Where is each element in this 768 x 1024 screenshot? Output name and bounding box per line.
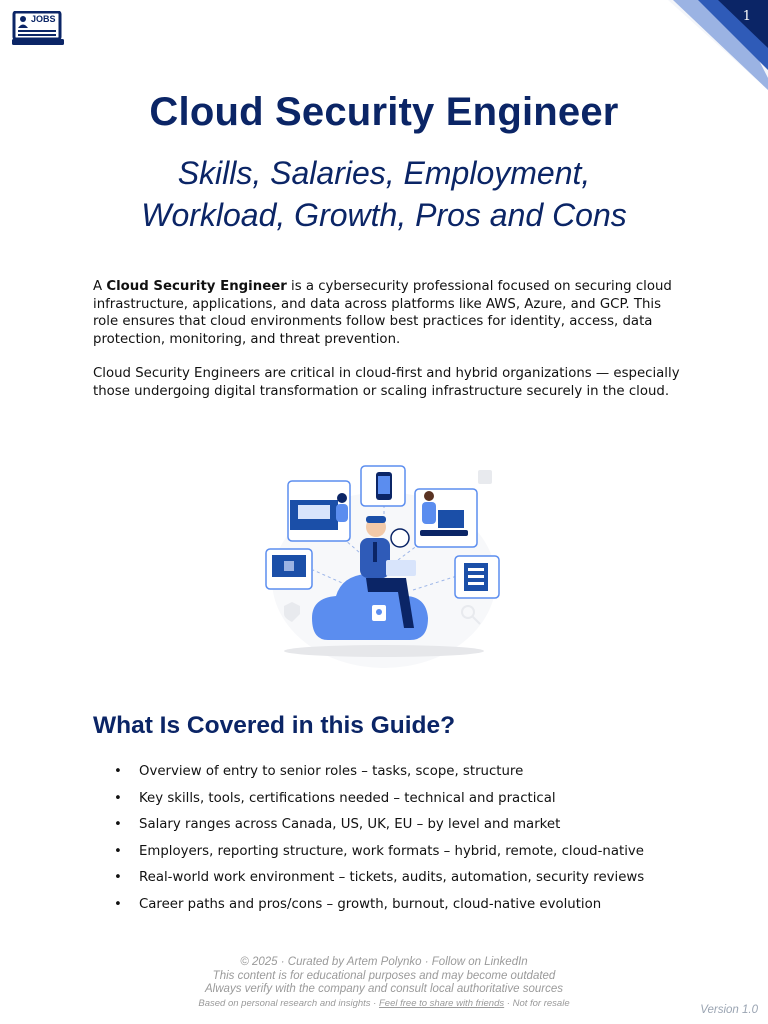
guide-list bbox=[114, 760, 734, 920]
intro-section bbox=[93, 278, 683, 418]
bullet-icon: • bbox=[114, 790, 122, 806]
guide-item bbox=[114, 787, 734, 814]
intro-description: is a cybersecurity professional focused on securing cloud infrastructure, applications, and data across platforms like AWS, Azure, and GCP. This role ensures that cloud environments follow best practices for identity, access, data protection, monitoring, and threat prevention. bbox=[93, 279, 672, 347]
subtitle-line-2: Workload, Growth, Pros and Cons bbox=[141, 197, 627, 233]
bullet-icon: • bbox=[114, 817, 122, 833]
share-link[interactable]: Feel free to share with friends bbox=[378, 998, 505, 1010]
intro-prefix: A bbox=[93, 279, 107, 294]
version-label: Version 1.0 bbox=[700, 1004, 758, 1016]
guide-item-text: Employers, reporting structure, work formats – hybrid, remote, cloud-native bbox=[139, 843, 644, 859]
bullet-icon: • bbox=[114, 843, 122, 859]
bullet-icon: • bbox=[114, 764, 122, 779]
bullet-icon: • bbox=[114, 896, 122, 912]
bullet-icon: • bbox=[114, 870, 122, 886]
guide-heading: What Is Covered in this Guide? bbox=[93, 712, 456, 739]
intro-paragraph-1 bbox=[93, 278, 683, 348]
footer-credit bbox=[0, 956, 768, 970]
guide-item-text: Salary ranges across Canada, US, UK, EU – by level and market bbox=[139, 817, 561, 833]
footer-research-note: Based on personal research and insights · bbox=[198, 998, 379, 1010]
subtitle-line-1: Skills, Salaries, Employment, bbox=[177, 155, 591, 191]
jobs-logo-icon bbox=[12, 11, 64, 46]
logo-text: JOBS bbox=[31, 14, 56, 24]
page-footer bbox=[0, 956, 768, 1011]
guide-item bbox=[114, 840, 734, 867]
footer-verify-note: Always verify with the company and consult local authoritative sources bbox=[205, 983, 563, 996]
intro-role-name: Cloud Security Engineer bbox=[106, 279, 287, 294]
footer-disclaimer: This content is for educational purposes and may become outdated bbox=[212, 969, 556, 982]
cloud-security-illustration bbox=[248, 440, 520, 696]
guide-item-text: Key skills, tools, certifications needed – technical and practical bbox=[139, 790, 556, 806]
footer-resale-note: · Not for resale bbox=[504, 998, 570, 1010]
guide-item-text: Overview of entry to senior roles – tasks, scope, structure bbox=[139, 764, 524, 779]
guide-item bbox=[114, 760, 734, 787]
page-title: Cloud Security Engineer bbox=[149, 90, 619, 134]
intro-paragraph-2: Cloud Security Engineers are critical in cloud-first and hybrid organizations — especially those undergoing digital transformation or scaling infrastructure securely in the cloud. bbox=[93, 366, 680, 399]
footer-credit-text: © 2025 · Curated by Artem Polynko · Follow on LinkedIn bbox=[240, 956, 528, 968]
guide-item bbox=[114, 813, 734, 840]
guide-item bbox=[114, 893, 734, 920]
page-subtitle bbox=[0, 152, 768, 236]
guide-item-text: Real-world work environment – tickets, audits, automation, security reviews bbox=[139, 870, 645, 886]
page-number: 1 bbox=[742, 9, 751, 24]
guide-item-text: Career paths and pros/cons – growth, burnout, cloud-native evolution bbox=[139, 896, 602, 912]
guide-item bbox=[114, 866, 734, 893]
footer-sharing-note bbox=[0, 997, 768, 1011]
